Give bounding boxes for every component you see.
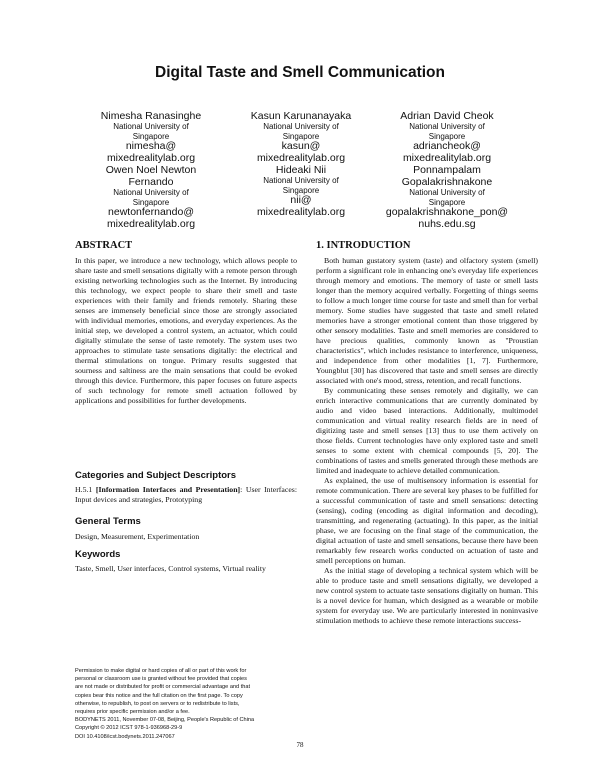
author-email: mixedrealitylab.org [402,151,492,164]
author-affiliation: Singapore [132,131,170,141]
author-affiliation: Singapore [282,131,320,141]
permission-line: otherwise, to republish, to post on servers or to redistribute to lists, [75,700,240,707]
author-affiliation: National University of [409,122,485,131]
author-email: mixedrealitylab.org [106,151,196,164]
general-terms-text: Design, Measurement, Experimentation [75,532,200,541]
author-affiliation: Singapore [428,197,466,207]
keywords-body [75,564,297,574]
author-email: adriancheok@ [413,140,481,152]
paper-title: Digital Taste and Smell Communication [155,64,445,81]
permission-line: requires prior specific permission and/or a fee. [75,709,190,716]
introduction-body [316,256,538,626]
author-name: Nimesha Ranasinghe [100,110,202,122]
author-affiliation: National University of [263,122,339,131]
intro-paragraph: As explained, the use of multisensory information is essential for remote communication. There are several key phases to be fulfilled for a successful communication of taste and smell sensations: detecting (sensing), coding (encoding as digital information and decoding), transmitting, and regenerating (actuating). In this paper, as the initial phase, we are focusing on the final stage of the communication, the digital actuation of taste and smell sensations, because there have been remarkably few research works conducted on actuation of taste and smell perceptions on human. [316,476,538,565]
author-name: Gopalakrishnakone [401,176,493,188]
abstract-heading: ABSTRACT [75,240,133,251]
author-block-3 [372,110,522,164]
author-name: Fernando [128,176,174,188]
categories-heading: Categories and Subject Descriptors [75,470,237,481]
permission-line: Copyright © 2012 ICST 978-1-936968-29-9 [75,725,183,732]
categories-rest: : User Interfaces: Input devices and strategies, Prototyping [75,485,297,504]
author-block-5 [226,164,376,218]
permission-notice [75,667,297,741]
author-affiliation: Singapore [282,185,320,195]
abstract-body [75,256,297,406]
categories-code: H.5.1 [75,485,96,494]
categories-body [75,485,297,505]
keywords-text: Taste, Smell, User interfaces, Control systems, Virtual reality [75,564,266,573]
permission-line: are not made or distributed for profit or commercial advantage and that [75,684,251,691]
permission-line: personal or classroom use is granted without fee provided that copies [75,676,247,683]
author-affiliation: Singapore [132,197,170,207]
intro-paragraph: Both human gustatory system (taste) and olfactory system (smell) perform a significant role in enhancing one's everyday life experiences through memory and emotions. The memory of taste or smell lasts longer than the memory acquired verbally. Forgetting of things seems to follow a much longer time course for taste and smell than for verbal memory. Some studies have suggested that taste and smell related memories have a stronger emotional content than those triggered by other sensory modalities. Taste and smell memories are considered to have precious qualities, commonly known as "Proustian characteristics", which includes resistance to interference, uniqueness, and independence from other modalities [1, 7]. Furthermore, Youngblut [30] has discovered that taste and smell senses are directly associated with one's mood, stress, retention, and recall functions. [316,256,538,385]
author-affiliation: Singapore [428,131,466,141]
categories-bold: [Information Interfaces and Presentation] [95,485,241,494]
permission-line: DOI 10.4108/icst.bodynets.2011.247067 [75,733,175,740]
intro-paragraph: As the initial stage of developing a technical system which will be able to produce taste and smell sensations digitally, we developed a new control system to actuate taste sensations digitally on human. This is a novel device for human, which designed as a wearable or mobile system for everyday use. We are particularly interested in noninvasive stimulation methods to achieve these remote interactions success- [316,566,538,625]
author-email: mixedrealitylab.org [106,217,196,230]
abstract-text: In this paper, we introduce a new technology, which allows people to share taste and smell sensations digitally with a remote person through existing networking technologies such as the Internet. By introducing this technology, we expect people to share their smell and taste experiences with their family and friends remotely. Sharing these senses are immensely beneficial since those are strongly associated with individual memories, emotions, and everyday experiences. As the initial step, we developed a control system, an actuator, which could digitally stimulate the sense of taste remotely. The system uses two approaches to stimulate taste sensations digitally: the electrical and thermal stimulations on tongue. Primary results suggested that sourness and saltiness are the main sensations that could be evoked through this device. Furthermore, this paper focuses on future aspects of such technology for remote smell actuation followed by applications and possibilities for further developments. [75,256,297,405]
keywords-heading: Keywords [75,549,121,560]
introduction-heading: 1. INTRODUCTION [316,240,411,251]
permission-line: BODYNETS 2011, November 07-08, Beijing, People's Republic of China [75,717,255,724]
author-affiliation: National University of [113,122,189,131]
author-email: nuhs.edu.sg [418,217,476,230]
author-email: gopalakrishnakone_pon@ [385,206,509,218]
author-name: Ponnampalam [413,164,481,176]
general-terms-body [75,532,297,542]
page-number: 78 [296,741,304,749]
author-block-1 [76,110,226,164]
author-name: Owen Noel Newton [105,164,197,176]
author-email: nimesha@ [125,140,177,152]
author-block-4 [76,164,226,230]
author-affiliation: National University of [263,176,339,185]
author-name: Adrian David Cheok [400,110,494,122]
permission-line: copies bear this notice and the full citation on the first page. To copy [75,692,243,699]
general-terms-heading: General Terms [75,516,141,527]
author-email: nii@ [290,194,312,206]
author-email: newtonfernando@ [108,206,194,218]
permission-line: Permission to make digital or hard copies of all or part of this work for [75,668,247,674]
author-email: kasun@ [281,140,321,152]
author-block-2 [226,110,376,164]
author-affiliation: National University of [409,188,485,197]
author-email: mixedrealitylab.org [256,205,346,218]
author-name: Kasun Karunanayaka [250,110,352,122]
author-affiliation: National University of [113,188,189,197]
author-email: mixedrealitylab.org [256,151,346,164]
author-block-6 [372,164,522,230]
author-name: Hideaki Nii [275,164,327,176]
intro-paragraph: By communicating these senses remotely and digitally, we can enrich interactive communications that are currently dominated by audio and video based interactions. Additionally, multimodel communication and virtual reality research fields are in need of digitizing taste and smell senses [13] thus to use them actively on those fields. Current technologies have only explored taste and smell senses to some extent with chemical compounds [5, 20]. The combinations of tastes and smells generated through these methods are limited and inadequate to achieve detailed communication. [316,386,538,475]
